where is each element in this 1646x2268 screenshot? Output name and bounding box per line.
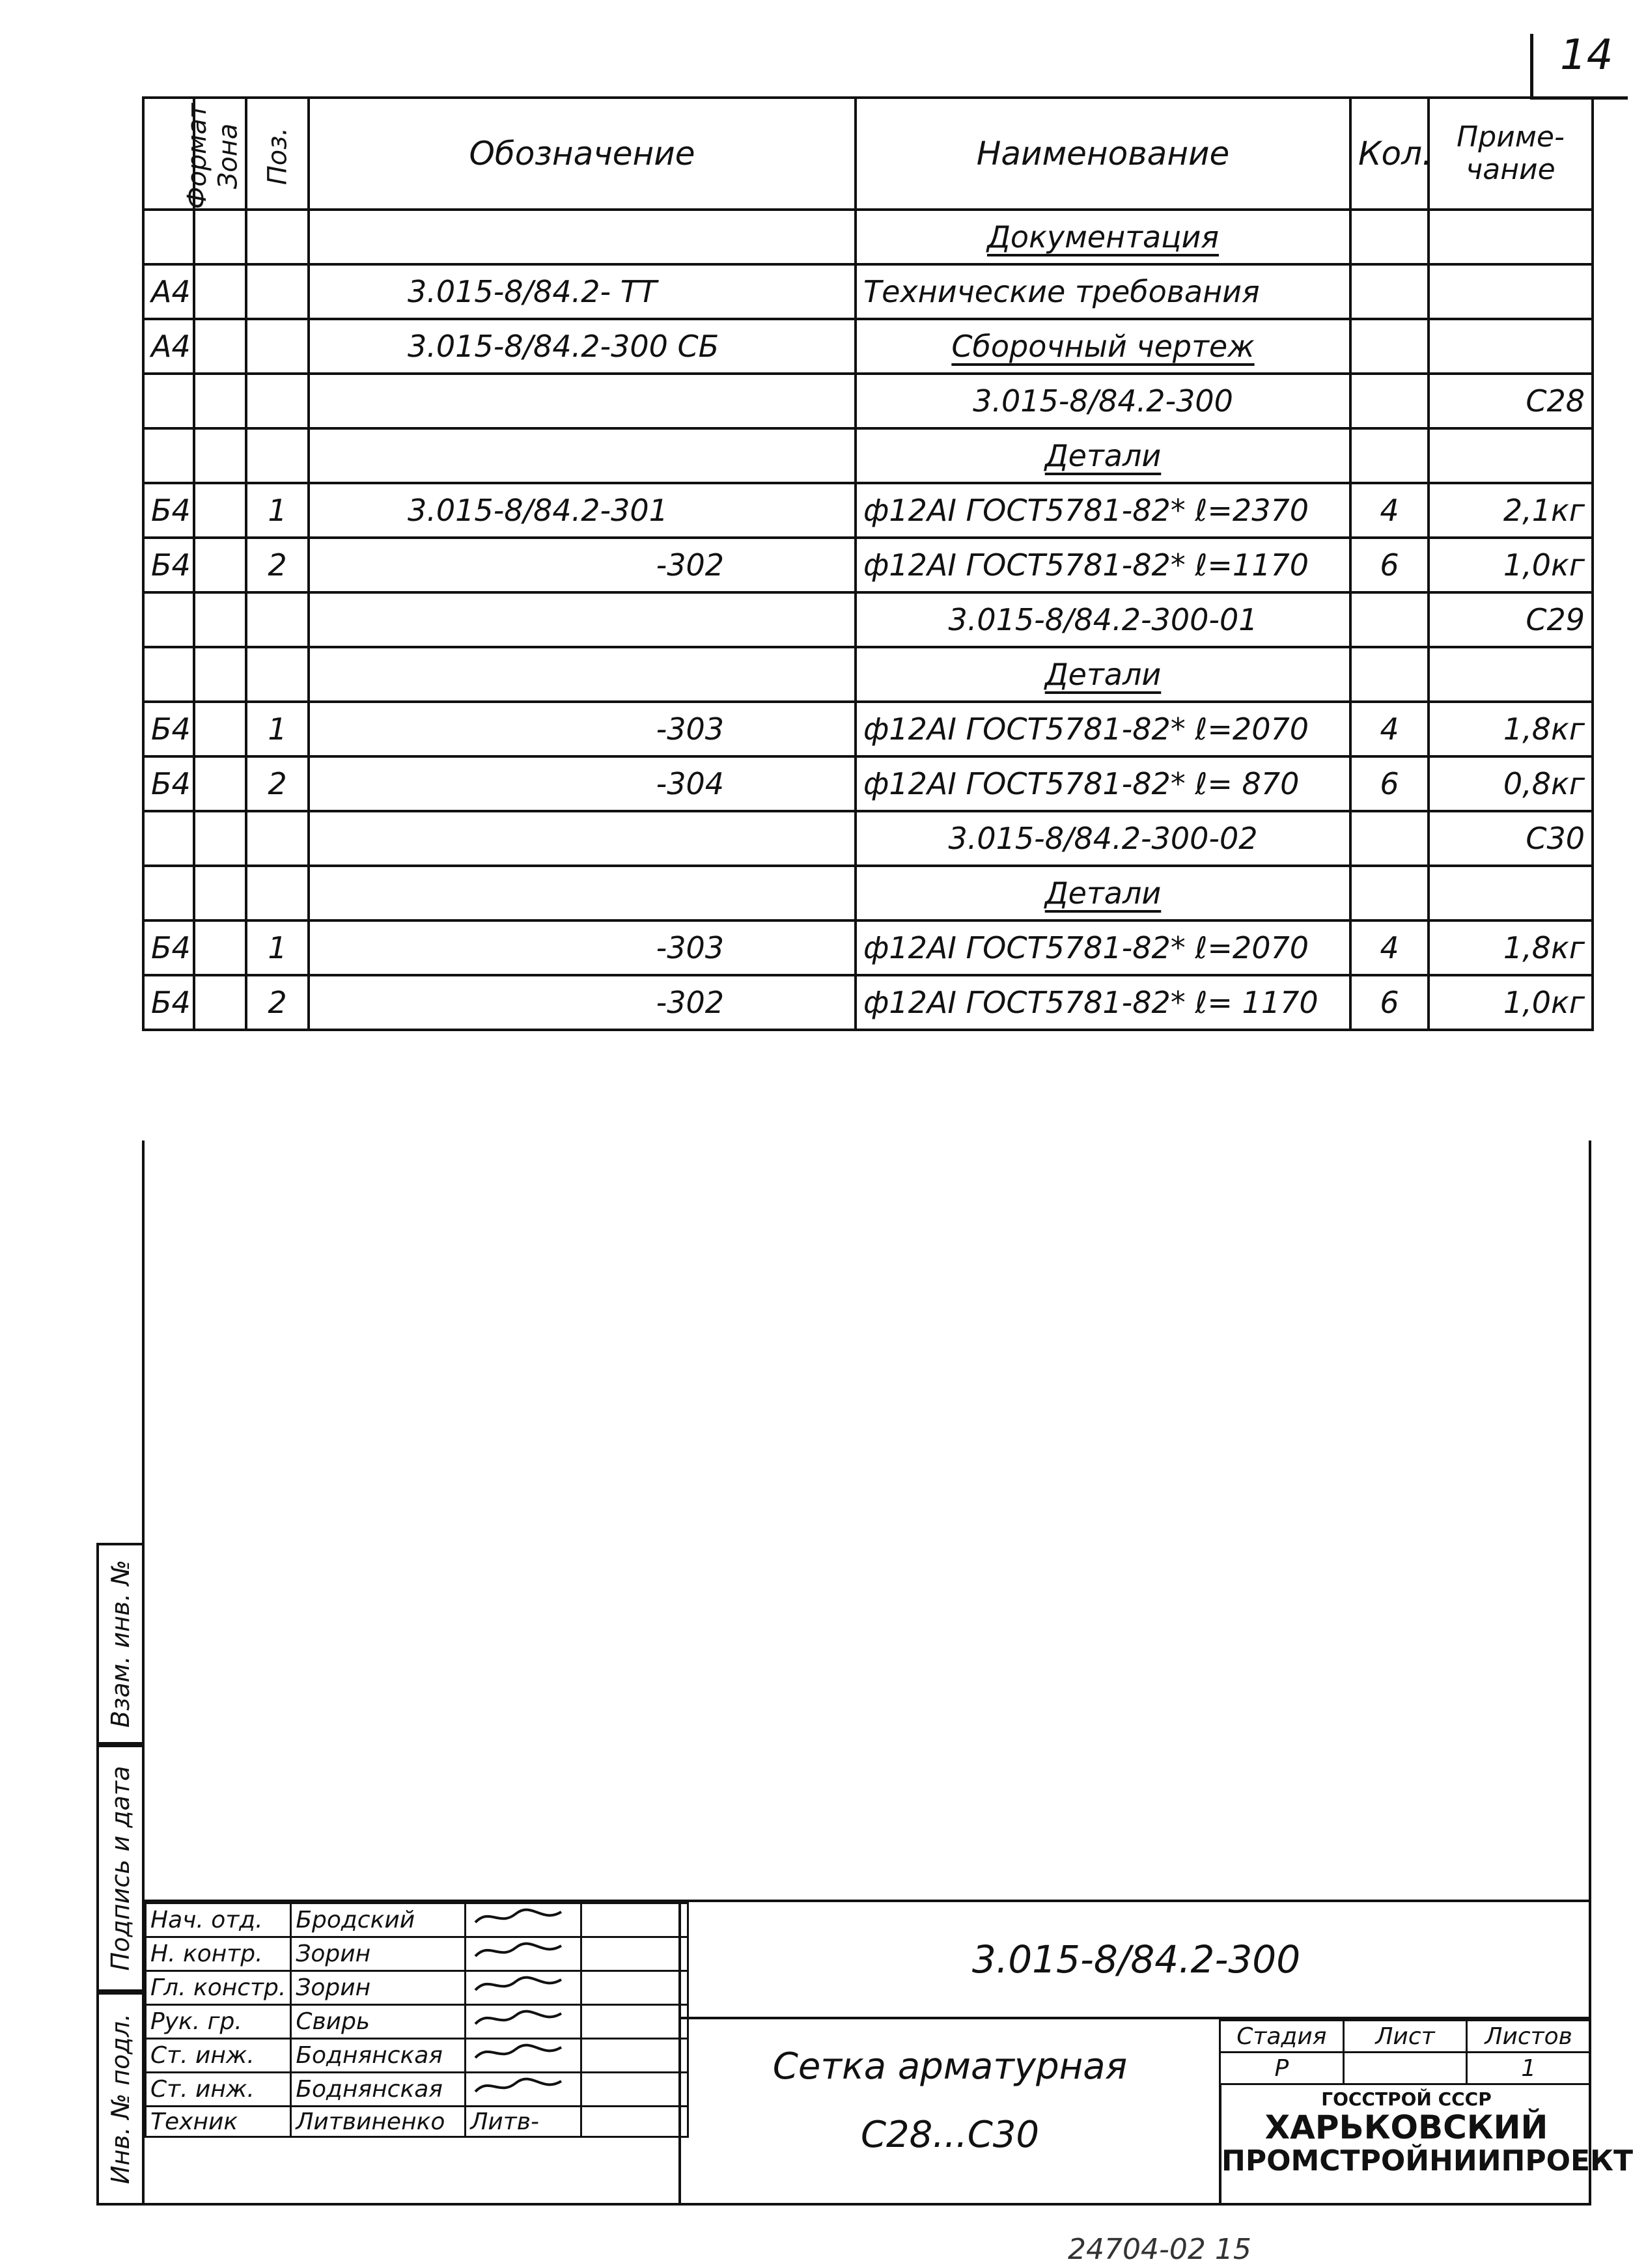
cell-qty: 4 bbox=[1350, 920, 1429, 975]
cell-zone bbox=[194, 538, 246, 592]
cell-pos: 1 bbox=[246, 702, 309, 756]
header-designation: Обозначение bbox=[309, 98, 856, 210]
signature-role: Гл. констр. bbox=[146, 1971, 291, 2005]
cell-designation: -303 bbox=[309, 702, 856, 756]
signature-role: Ст. инж. bbox=[146, 2073, 291, 2107]
stage-label: Стадия bbox=[1220, 2021, 1344, 2053]
table-row bbox=[143, 538, 1593, 592]
cell-designation bbox=[309, 428, 856, 483]
page-number-divider bbox=[1530, 34, 1533, 99]
cell-note: 1,8кг bbox=[1429, 702, 1593, 756]
cell-zone bbox=[194, 647, 246, 702]
cell-qty bbox=[1350, 647, 1429, 702]
cell-format bbox=[143, 592, 194, 647]
cell-name: 3.015-8/84.2-300-01 bbox=[856, 592, 1350, 647]
cell-name: Документация bbox=[856, 210, 1350, 264]
signature-name: Свирь bbox=[291, 2005, 466, 2039]
signature-row bbox=[146, 2107, 688, 2137]
signature-date bbox=[581, 1903, 688, 1937]
cell-name: Детали bbox=[856, 428, 1350, 483]
document-code: 3.015-8/84.2-300 bbox=[678, 1902, 1591, 2019]
table-row bbox=[143, 866, 1593, 920]
cell-designation bbox=[309, 592, 856, 647]
sheets-label: Листов bbox=[1467, 2021, 1591, 2053]
cell-zone bbox=[194, 811, 246, 866]
cell-designation: -303 bbox=[309, 920, 856, 975]
cell-note: 1,0кг bbox=[1429, 538, 1593, 592]
cell-zone bbox=[194, 210, 246, 264]
organization-line1: ГОССТРОЙ СССР bbox=[1321, 2088, 1492, 2110]
signature-mark bbox=[466, 2039, 581, 2073]
signature-mark bbox=[466, 1903, 581, 1937]
handwritten-signature-icon bbox=[470, 1938, 568, 1964]
cell-pos bbox=[246, 319, 309, 374]
organization bbox=[1219, 2083, 1634, 2206]
handwritten-signature-icon bbox=[470, 1904, 568, 1930]
signature-row bbox=[146, 1903, 688, 1937]
cell-qty bbox=[1350, 428, 1429, 483]
cell-qty bbox=[1350, 374, 1429, 428]
header-format: Формат bbox=[143, 98, 194, 210]
cell-format: Б4 bbox=[143, 702, 194, 756]
cell-qty: 4 bbox=[1350, 483, 1429, 538]
cell-name: Детали bbox=[856, 866, 1350, 920]
cell-qty: 6 bbox=[1350, 975, 1429, 1030]
signature-row bbox=[146, 2039, 688, 2073]
title-block bbox=[142, 1900, 1634, 2206]
document-title bbox=[678, 2019, 1219, 2206]
cell-note bbox=[1429, 319, 1593, 374]
cell-name: ф12АI ГОСТ5781-82* ℓ=1170 bbox=[856, 538, 1350, 592]
cell-format: А4 bbox=[143, 319, 194, 374]
signature-name: Бродский bbox=[291, 1903, 466, 1937]
cell-pos: 1 bbox=[246, 483, 309, 538]
cell-note: 1,8кг bbox=[1429, 920, 1593, 975]
cell-pos bbox=[246, 811, 309, 866]
cell-name: 3.015-8/84.2-300 bbox=[856, 374, 1350, 428]
cell-note: 2,1кг bbox=[1429, 483, 1593, 538]
signature-name: Боднянская bbox=[291, 2073, 466, 2107]
cell-note bbox=[1429, 647, 1593, 702]
signature-date bbox=[581, 2073, 688, 2107]
cell-zone bbox=[194, 428, 246, 483]
table-row bbox=[143, 702, 1593, 756]
signature-table bbox=[145, 1902, 689, 2138]
header-name: Наименование bbox=[856, 98, 1350, 210]
cell-qty bbox=[1350, 866, 1429, 920]
cell-zone bbox=[194, 592, 246, 647]
cell-pos: 2 bbox=[246, 975, 309, 1030]
table-row bbox=[143, 647, 1593, 702]
table-row bbox=[143, 264, 1593, 319]
handwritten-signature-icon bbox=[470, 2040, 568, 2066]
cell-designation: 3.015-8/84.2-301 bbox=[309, 483, 856, 538]
cell-pos bbox=[246, 264, 309, 319]
cell-pos: 2 bbox=[246, 756, 309, 811]
table-row bbox=[143, 756, 1593, 811]
handwritten-signature-icon bbox=[470, 2073, 568, 2099]
footer-code: 24704-02 15 bbox=[1068, 2233, 1251, 2266]
table-row bbox=[143, 920, 1593, 975]
cell-format bbox=[143, 428, 194, 483]
cell-format bbox=[143, 811, 194, 866]
organization-line3: ПРОМСТРОЙНИИПРОЕКТ bbox=[1221, 2144, 1634, 2178]
document-title-line2: С28...С30 bbox=[860, 2114, 1040, 2156]
table-row bbox=[143, 319, 1593, 374]
signature-mark bbox=[466, 2073, 581, 2107]
table-row bbox=[143, 811, 1593, 866]
cell-note: 0,8кг bbox=[1429, 756, 1593, 811]
signature-date bbox=[581, 2005, 688, 2039]
sheets-value: 1 bbox=[1467, 2053, 1591, 2084]
table-row bbox=[143, 374, 1593, 428]
signature-name: Зорин bbox=[291, 1971, 466, 2005]
cell-pos bbox=[246, 592, 309, 647]
cell-pos bbox=[246, 374, 309, 428]
cell-zone bbox=[194, 374, 246, 428]
cell-format bbox=[143, 647, 194, 702]
cell-pos bbox=[246, 866, 309, 920]
signature-role: Ст. инж. bbox=[146, 2039, 291, 2073]
cell-format: Б4 bbox=[143, 538, 194, 592]
cell-name: ф12АI ГОСТ5781-82* ℓ=2070 bbox=[856, 920, 1350, 975]
cell-name: ф12АI ГОСТ5781-82* ℓ= 870 bbox=[856, 756, 1350, 811]
header-zone: Зона bbox=[194, 98, 246, 210]
cell-pos bbox=[246, 428, 309, 483]
cell-zone bbox=[194, 920, 246, 975]
cell-format: Б4 bbox=[143, 756, 194, 811]
side-stamp-vzam: Взам. инв. № bbox=[96, 1543, 145, 1745]
cell-designation: -302 bbox=[309, 975, 856, 1030]
signature-name: Литвиненко bbox=[291, 2107, 466, 2137]
cell-pos bbox=[246, 647, 309, 702]
signature-row bbox=[146, 2005, 688, 2039]
handwritten-signature-icon bbox=[470, 1972, 568, 1998]
cell-qty bbox=[1350, 592, 1429, 647]
cell-name: ф12АI ГОСТ5781-82* ℓ=2070 bbox=[856, 702, 1350, 756]
cell-zone bbox=[194, 319, 246, 374]
cell-zone bbox=[194, 975, 246, 1030]
cell-format bbox=[143, 866, 194, 920]
signature-date bbox=[581, 1971, 688, 2005]
signature-mark bbox=[466, 2005, 581, 2039]
cell-zone bbox=[194, 264, 246, 319]
cell-note: С28 bbox=[1429, 374, 1593, 428]
cell-qty bbox=[1350, 264, 1429, 319]
signature-date bbox=[581, 2107, 688, 2137]
table-row bbox=[143, 483, 1593, 538]
cell-designation bbox=[309, 374, 856, 428]
cell-qty: 6 bbox=[1350, 756, 1429, 811]
cell-note bbox=[1429, 264, 1593, 319]
cell-designation: 3.015-8/84.2- ТТ bbox=[309, 264, 856, 319]
header-qty: Кол. bbox=[1350, 98, 1429, 210]
handwritten-signature-icon bbox=[470, 2006, 568, 2032]
cell-format: А4 bbox=[143, 264, 194, 319]
sheet-label: Лист bbox=[1343, 2021, 1467, 2053]
cell-zone bbox=[194, 756, 246, 811]
cell-format bbox=[143, 210, 194, 264]
cell-format: Б4 bbox=[143, 483, 194, 538]
organization-line2: ХАРЬКОВСКИЙ bbox=[1264, 2109, 1548, 2146]
signature-name: Боднянская bbox=[291, 2039, 466, 2073]
signature-row bbox=[146, 1937, 688, 1971]
signature-date bbox=[581, 2039, 688, 2073]
cell-note bbox=[1429, 866, 1593, 920]
cell-zone bbox=[194, 483, 246, 538]
cell-format bbox=[143, 374, 194, 428]
cell-designation: -302 bbox=[309, 538, 856, 592]
cell-note bbox=[1429, 210, 1593, 264]
cell-name: Детали bbox=[856, 647, 1350, 702]
cell-name: ф12АI ГОСТ5781-82* ℓ= 1170 bbox=[856, 975, 1350, 1030]
signature-mark bbox=[466, 1971, 581, 2005]
cell-zone bbox=[194, 702, 246, 756]
signature-role: Н. контр. bbox=[146, 1937, 291, 1971]
cell-note bbox=[1429, 428, 1593, 483]
cell-pos bbox=[246, 210, 309, 264]
signature-role: Рук. гр. bbox=[146, 2005, 291, 2039]
page-number: 14 bbox=[1560, 31, 1613, 79]
signature-date bbox=[581, 1937, 688, 1971]
cell-qty: 6 bbox=[1350, 538, 1429, 592]
signature-mark bbox=[466, 1937, 581, 1971]
table-row bbox=[143, 428, 1593, 483]
signature-name: Зорин bbox=[291, 1937, 466, 1971]
stage-table bbox=[1219, 2019, 1591, 2085]
signature-mark: Литв- bbox=[466, 2107, 581, 2137]
cell-name: ф12АI ГОСТ5781-82* ℓ=2370 bbox=[856, 483, 1350, 538]
cell-designation bbox=[309, 866, 856, 920]
cell-qty bbox=[1350, 210, 1429, 264]
side-stamp-signature-date: Подпись и дата bbox=[96, 1745, 145, 1992]
cell-designation: -304 bbox=[309, 756, 856, 811]
specification-table bbox=[142, 96, 1594, 1031]
side-stamp-inv-orig: Инв. № подл. bbox=[96, 1992, 145, 2206]
cell-designation bbox=[309, 210, 856, 264]
document-title-line1: Сетка арматурная bbox=[772, 2045, 1128, 2088]
table-row bbox=[143, 210, 1593, 264]
sheet-value bbox=[1343, 2053, 1467, 2084]
cell-designation: 3.015-8/84.2-300 СБ bbox=[309, 319, 856, 374]
table-header-row bbox=[143, 98, 1593, 210]
cell-qty: 4 bbox=[1350, 702, 1429, 756]
cell-pos: 1 bbox=[246, 920, 309, 975]
signature-row bbox=[146, 2073, 688, 2107]
cell-note: С29 bbox=[1429, 592, 1593, 647]
cell-zone bbox=[194, 866, 246, 920]
cell-designation bbox=[309, 811, 856, 866]
cell-designation bbox=[309, 647, 856, 702]
cell-format: Б4 bbox=[143, 920, 194, 975]
cell-qty bbox=[1350, 811, 1429, 866]
cell-pos: 2 bbox=[246, 538, 309, 592]
cell-name: Технические требования bbox=[856, 264, 1350, 319]
cell-format: Б4 bbox=[143, 975, 194, 1030]
signature-row bbox=[146, 1971, 688, 2005]
header-pos: Поз. bbox=[246, 98, 309, 210]
stage-value: Р bbox=[1220, 2053, 1344, 2084]
header-note: Приме-чание bbox=[1429, 98, 1593, 210]
table-row bbox=[143, 975, 1593, 1030]
table-row bbox=[143, 592, 1593, 647]
cell-note: 1,0кг bbox=[1429, 975, 1593, 1030]
cell-name: Сборочный чертеж bbox=[856, 319, 1350, 374]
cell-qty bbox=[1350, 319, 1429, 374]
cell-name: 3.015-8/84.2-300-02 bbox=[856, 811, 1350, 866]
cell-note: С30 bbox=[1429, 811, 1593, 866]
signature-role: Нач. отд. bbox=[146, 1903, 291, 1937]
signature-role: Техник bbox=[146, 2107, 291, 2137]
